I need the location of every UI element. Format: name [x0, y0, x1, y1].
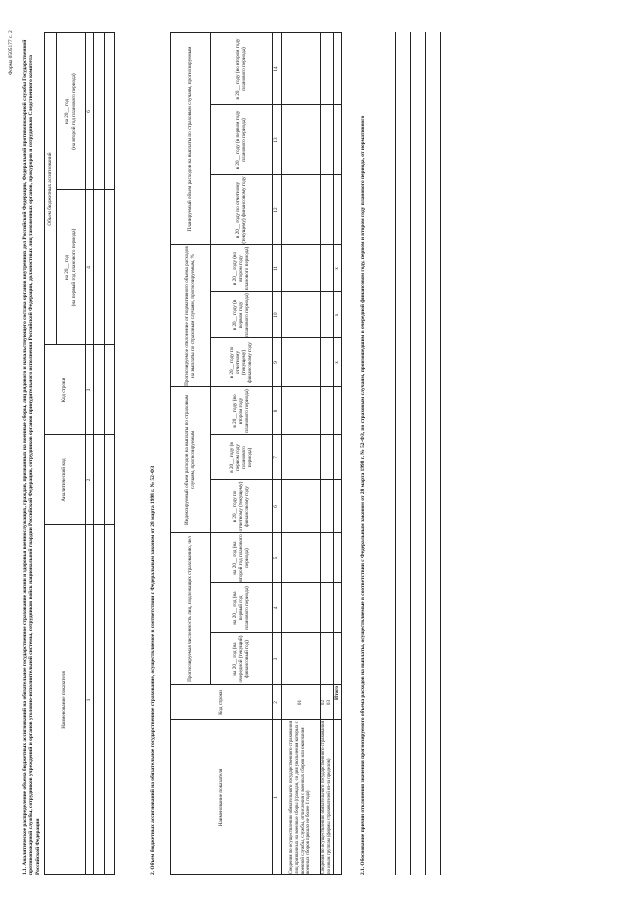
col-analytic-code-header: Аналитический код: [61, 458, 68, 502]
col-year1-header: [56, 190, 85, 345]
col-year2-sub: (на второй год планового периода): [70, 73, 77, 150]
section-2-1-title: 2.1. Обоснование причин отклонения значения прогнозируемого объема расходов на выплаты, осуществляемые в соответствии с Федеральным законом от 28 марта 1998 г. № 52-ФЗ, по страховым случаям, произошедшим в очередной финансовом году, первом и втором году планового периода, от нормативного: [360, 115, 366, 875]
col-deviation-current: в 20__ году по отчетному (текущему) финансовому году: [228, 342, 254, 383]
col-indexed-group-header: Индексируемый объем расходов на выплаты по страховым случаям, прогнозируемым: [183, 394, 196, 526]
col-insured-current: на 20__ год (на очередной (текущий) финансовый год): [231, 635, 251, 683]
form-label: Форма 0505177 с. 2: [8, 30, 14, 75]
col-indexed-current: в 20__ году по отчетному (текущему) финансовому году: [231, 481, 251, 532]
col-number: 3: [273, 657, 280, 661]
col-number: 4: [273, 606, 280, 610]
col-number: 14: [273, 66, 280, 72]
col-indexed-first: в 20__ году (в первом году планового периода): [228, 442, 254, 473]
col-indexed-second: в 20__ году (во втором году планового периода): [231, 389, 251, 433]
col-insured-plan2: на 20__ год (на второй год планового периода): [231, 534, 251, 582]
col-insured-group-header: Прогнозируемая численность лиц, подлежащих страхованию, чел: [186, 536, 193, 682]
col-name-header: Наименование показателя: [217, 768, 224, 827]
col-number: 1: [85, 698, 92, 702]
x-mark: x: [333, 361, 340, 364]
col-number: 4: [85, 266, 92, 269]
col-planned-first: в 20__ году (в первом году планового периода): [234, 110, 247, 170]
col-planned-second: в 20__ году (во втором году планового периода): [234, 38, 247, 100]
total-label: Итого: [333, 686, 340, 700]
col-number: 11: [273, 266, 280, 271]
col-year2-label: на 20__ год: [64, 98, 71, 125]
section-2-title: 2. Объем бюджетных ассигнований на обязательное государственное страхование, осуществляемое в соответствии с Федеральным законом от 28 марта 1998 г. № 52-ФЗ: [150, 465, 156, 875]
section-1-1-title: 1.1. Аналитическое распределение объема бюджетных ассигнований на обязательное государственное страхование жизни и здоровья военнослужащих, граждан, призванных на военные сборы, лиц рядового и начальствующего состава органов внутренних дел Российской Федерации, Федеральной противопожарной службы Государственной противопожарной службы, сотрудников учреждений и органов уголовно-исполнительной системы, сотрудников войск национальной гвардии Российской Федерации, сотрудников органов принудительного исполнения Российской Федерации, должностных лиц таможенных органов, прокуроров и сотрудников Следственного комитета Российской Федерации: [22, 39, 41, 875]
col-number: 1: [273, 796, 280, 799]
col-planned-group-header: Планируемый объем расходов на выплаты по страховым случаям, прогнозируемым: [186, 46, 193, 232]
col-number: 7: [273, 456, 280, 459]
col-number: 3: [85, 388, 92, 392]
col-planned-current: в 20__ году по отчетному (текущему) финансовому году: [234, 176, 247, 244]
col-row-code-header: Код строки: [61, 377, 68, 403]
col-deviation-group-header: Прогнозируемое отклонение от нормативного объема расходов на выплаты по страховым случаям, прогнозируемым, %: [183, 246, 196, 386]
col-number: 5: [273, 556, 280, 560]
col-number: 6: [85, 110, 92, 113]
table-row-code: 01: [297, 699, 304, 706]
col-number: 9: [273, 361, 280, 364]
col-number: 6: [273, 505, 280, 508]
col-number: 12: [273, 207, 280, 213]
col-name-header: Наименование показателя: [61, 671, 68, 729]
col-number: 2: [85, 478, 92, 482]
col-insured-plan1: на 20__ год (на первый год планового периода): [231, 586, 251, 630]
x-mark: x: [333, 313, 340, 317]
col-deviation-first: в 20__ году (в первом году планового периода): [231, 293, 251, 337]
col-number: 2: [273, 701, 280, 704]
col-year1-sub: (на первый год планового периода): [70, 228, 77, 307]
col-deviation-second: в 20__ году (во втором году планового периода): [231, 246, 251, 291]
col-number: 10: [273, 312, 280, 318]
table-row-code: 03: [326, 699, 333, 706]
col-year1-label: на 20__ год: [64, 254, 71, 281]
col-year2-header: [56, 33, 85, 190]
x-mark: x: [333, 267, 340, 270]
col-number: 8: [273, 409, 280, 413]
col-budget-group-header: Объем бюджетных ассигнований: [46, 152, 53, 226]
table-row-label: Сведения по осуществлению обязательного государственного страхования лиц призванных на военные сборы (граждан, со дня увольнения которых с военной службы, службы, отчисления с военных сборов или окончания военных сборов прошло не более 1 года): [289, 721, 312, 874]
table-row-label: Сведения по осуществлению обязательного государственного страхования по иным группам (формы страхователей из-за пределов): [320, 721, 332, 874]
col-row-code-header: Код строки: [217, 690, 224, 715]
col-number: 13: [273, 137, 280, 143]
table-row-code: 02: [320, 699, 327, 706]
